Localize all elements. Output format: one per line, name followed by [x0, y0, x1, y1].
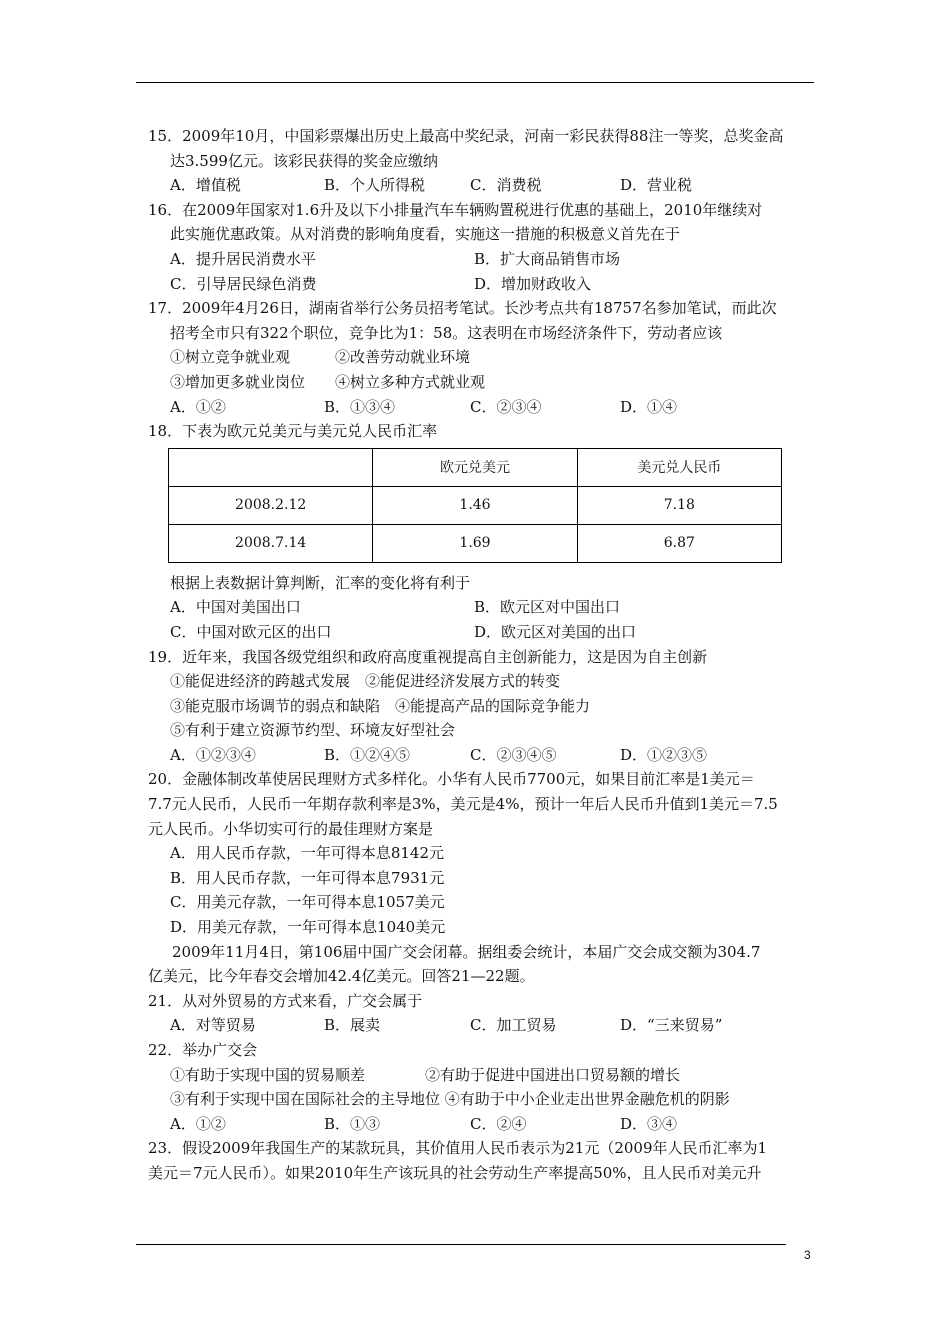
option-b: B．①②④⑤ — [324, 745, 411, 764]
option-c: C．②③④ — [470, 397, 542, 416]
statement-item: ①能促进经济的跨越式发展 ②能促进经济发展方式的转变 — [170, 672, 561, 691]
material-paragraph: 亿美元，比今年春交会增加42.4亿美元。回答21—22题。 — [148, 967, 535, 986]
table-cell: 1.69 — [373, 524, 577, 562]
option-c: C．用美元存款，一年可得本息1057美元 — [170, 893, 445, 912]
question-stem: 此实施优惠政策。从对消费的影响角度看，实施这一措施的积极意义首先在于 — [170, 225, 681, 244]
option-a: A．中国对美国出口 — [170, 598, 301, 617]
option-c: C．②③④⑤ — [470, 745, 557, 764]
table-header-cell: 欧元兑美元 — [373, 448, 577, 486]
exchange-rate-table — [168, 448, 782, 563]
table-cell: 7.18 — [577, 486, 781, 524]
page-number: 3 — [804, 1248, 811, 1262]
answer-options — [148, 395, 814, 420]
option-b: B．①③④ — [324, 397, 396, 416]
option-a: A．用人民币存款，一年可得本息8142元 — [170, 844, 445, 863]
option-b: B．欧元区对中国出口 — [474, 598, 621, 617]
statement-item: ③有利于实现中国在国际社会的主导地位 ④有助于中小企业走出世界金融危机的阴影 — [170, 1090, 730, 1109]
question-stem: 7.7元人民币，人民币一年期存款利率是3%，美元是4%，预计一年后人民币升值到1美元＝7.5 — [148, 795, 778, 814]
answer-options — [148, 247, 814, 272]
statement-item: ③增加更多就业岗位 ④树立多种方式就业观 — [170, 372, 486, 391]
question-stem: 16．在2009年国家对1.6升及以下小排量汽车车辆购置税进行优惠的基础上，2010年继续对 — [148, 200, 763, 219]
statement-item: ③能克服市场调节的弱点和缺陷 ④能提高产品的国际竞争能力 — [170, 696, 591, 715]
option-a: A．对等贸易 — [170, 1016, 256, 1035]
answer-options — [148, 173, 814, 198]
table-cell: 2008.7.14 — [169, 524, 373, 562]
option-d: D．营业税 — [620, 176, 693, 195]
statement-item: ①树立竞争就业观 ②改善劳动就业环境 — [170, 348, 471, 367]
table-header-row — [169, 448, 782, 486]
answer-options — [148, 595, 814, 620]
option-b: B．扩大商品销售市场 — [474, 249, 621, 268]
option-b: B．个人所得税 — [324, 176, 426, 195]
question-stem: 23．假设2009年我国生产的某款玩具，其价值用人民币表示为21元（2009年人民币汇率为1 — [148, 1139, 768, 1158]
table-row — [169, 524, 782, 562]
question-stem: 美元＝7元人民币）。如果2010年生产该玩具的社会劳动生产率提高50%，且人民币对美元升 — [148, 1163, 762, 1182]
option-d: D．③④ — [620, 1114, 678, 1133]
question-stem: 招考全市只有322个职位，竞争比为1：58。这表明在市场经济条件下，劳动者应该 — [170, 323, 723, 342]
question-stem: 20．金融体制改革使居民理财方式多样化。小华有人民币7700元，如果目前汇率是1美元＝ — [148, 770, 755, 789]
option-c: C．消费税 — [470, 176, 542, 195]
table-cell: 2008.2.12 — [169, 486, 373, 524]
question-stem: 19．近年来，我国各级党组织和政府高度重视提高自主创新能力，这是因为自主创新 — [148, 647, 708, 666]
question-prompt: 根据上表数据计算判断，汇率的变化将有利于 — [170, 573, 471, 592]
option-d: D．增加财政收入 — [474, 274, 592, 293]
table-header-cell: 美元兑人民币 — [577, 448, 781, 486]
table-row — [169, 486, 782, 524]
question-stem: 21．从对外贸易的方式来看，广交会属于 — [148, 991, 423, 1010]
option-b: B．展卖 — [324, 1016, 381, 1035]
option-d: D．“三来贸易” — [620, 1016, 723, 1035]
option-a: A．增值税 — [170, 176, 241, 195]
option-a: A．①② — [170, 1114, 226, 1133]
answer-options — [148, 1013, 814, 1038]
footer-rule — [136, 1244, 786, 1245]
question-stem: 达3.599亿元。该彩民获得的奖金应缴纳 — [170, 151, 438, 170]
option-d: D．①④ — [620, 397, 678, 416]
question-stem: 22．举办广交会 — [148, 1041, 258, 1059]
question-stem: 18．下表为欧元兑美元与美元兑人民币汇率 — [148, 422, 438, 441]
answer-options — [148, 272, 814, 297]
question-stem: 17．2009年4月26日，湖南省举行公务员招考笔试。长沙考点共有18757名参加笔试，而此次 — [148, 299, 777, 318]
statement-item: ⑤有利于建立资源节约型、环境友好型社会 — [170, 721, 456, 740]
header-rule — [136, 82, 814, 83]
option-d: D．欧元区对美国的出口 — [474, 622, 637, 641]
exam-content — [148, 124, 814, 1186]
table-cell: 6.87 — [577, 524, 781, 562]
answer-options — [148, 743, 814, 768]
option-a: A．提升居民消费水平 — [170, 249, 316, 268]
question-stem: 元人民币。小华切实可行的最佳理财方案是 — [148, 819, 434, 838]
option-c: C．中国对欧元区的出口 — [170, 622, 332, 641]
statement-item: ①有助于实现中国的贸易顺差 ②有助于促进中国进出口贸易额的增长 — [170, 1065, 681, 1084]
option-c: C．②④ — [470, 1114, 527, 1133]
question-stem: 15．2009年10月，中国彩票爆出历史上最高中奖纪录，河南一彩民获得88注一等奖，总奖金高 — [148, 127, 784, 145]
option-a: A．①② — [170, 397, 226, 416]
answer-options — [148, 1112, 814, 1137]
option-c: C．加工贸易 — [470, 1016, 557, 1035]
table-cell: 1.46 — [373, 486, 577, 524]
option-b: B．①③ — [324, 1114, 381, 1133]
table-header-cell — [169, 448, 373, 486]
option-a: A．①②③④ — [170, 745, 256, 764]
option-d: D．①②③⑤ — [620, 745, 708, 764]
option-b: B．用人民币存款，一年可得本息7931元 — [170, 868, 445, 887]
answer-options — [148, 620, 814, 645]
option-d: D．用美元存款，一年可得本息1040美元 — [170, 918, 446, 937]
material-paragraph: 2009年11月4日，第106届中国广交会闭幕。据组委会统计，本届广交会成交额为304.7 — [172, 942, 761, 961]
option-c: C．引导居民绿色消费 — [170, 274, 317, 293]
